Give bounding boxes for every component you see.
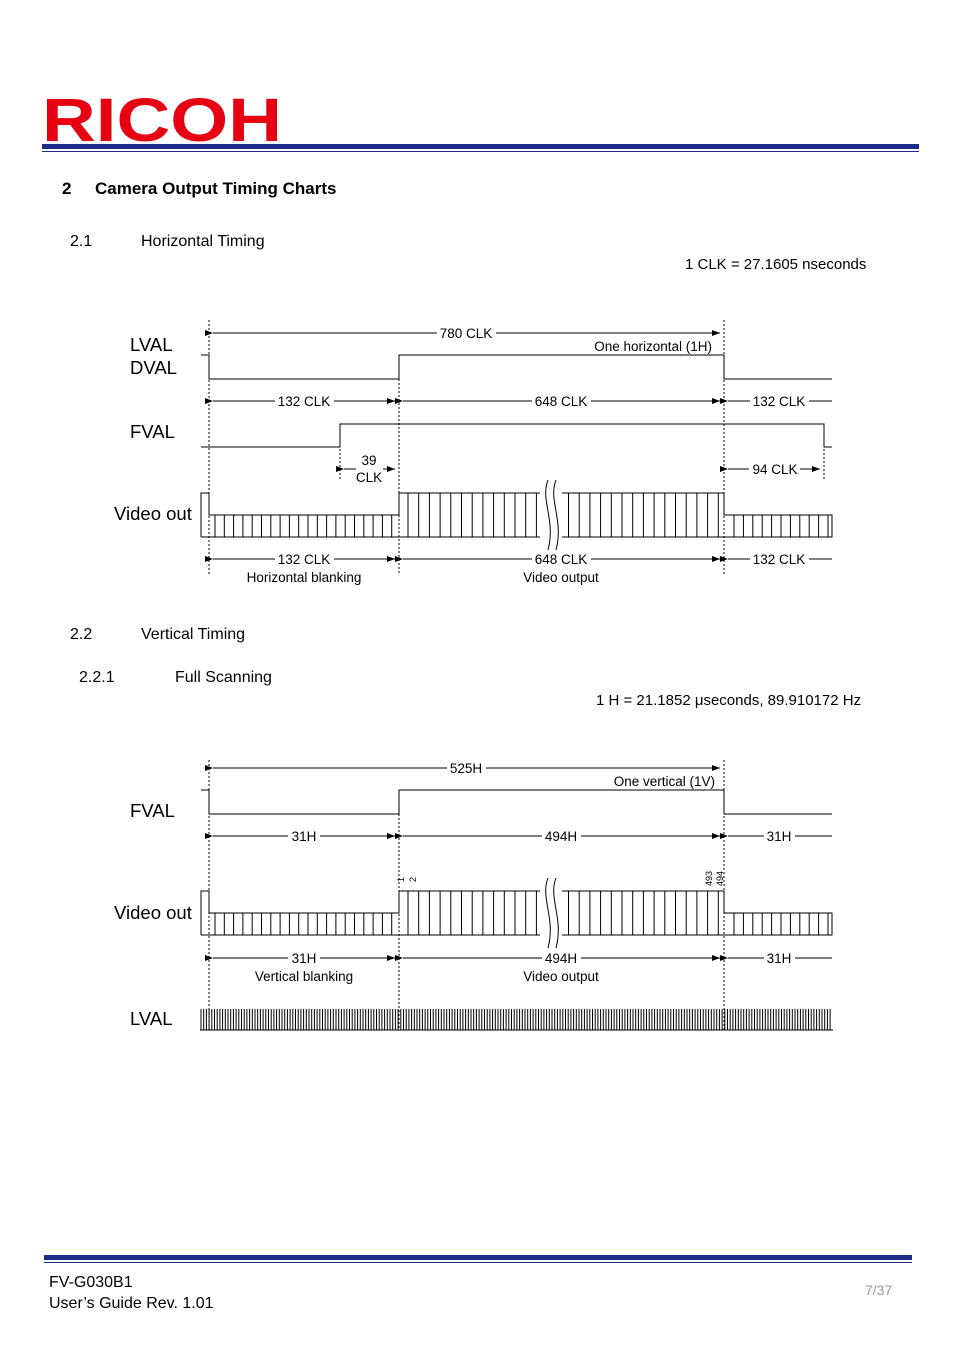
line-number-second: 2 [408,876,418,882]
signal-label-lval: LVAL [130,334,173,355]
section-title: Camera Output Timing Charts [95,179,337,198]
line-number-first: 1 [396,876,406,882]
fval-waveform [201,790,832,814]
bottom-blank-right-lines-label: 31H [766,951,792,966]
subsection-title-vertical: Vertical Timing [141,626,246,643]
blank-clk-label: 132 CLK [277,394,331,409]
subsection-title-horizontal: Horizontal Timing [141,233,265,250]
bottom-blank-lines-label: 31H [291,951,317,966]
active-lines-label: 494H [544,829,578,844]
logo-text: RICOH [42,94,282,144]
section-number: 2 [62,179,72,198]
footer-document: User’s Guide Rev. 1.01 [49,1295,214,1312]
lval-pulse-train [201,1009,830,1030]
signal-label-lval: LVAL [130,1008,173,1029]
signal-label-fval: FVAL [130,800,175,821]
line-number-493: 493 [704,870,714,886]
blank-right-lines-label: 31H [766,829,792,844]
clk-definition-note: 1 CLK = 27.1605 nseconds [685,256,867,273]
footer-rule-thin [44,1262,912,1263]
total-lines-label: 525H [449,761,483,776]
video-output-caption: Video output [523,969,599,984]
vertical-blanking-caption: Vertical blanking [254,969,354,984]
footer-model: FV-G030B1 [49,1274,133,1291]
line-period-note: 1 H = 21.1852 μseconds, 89.910172 Hz [596,692,862,709]
footer-rule [44,1255,912,1260]
fval-lead-unit: CLK [355,470,383,485]
bottom-blank-clk-label: 132 CLK [277,552,331,567]
subsubsection-title: Full Scanning [175,669,272,686]
bottom-blank-right-clk-label: 132 CLK [752,552,806,567]
signal-label-video-out: Video out [114,902,192,923]
video-output-caption: Video output [523,570,599,585]
total-clk-label: 780 CLK [439,326,493,341]
fval-lead-number: 39 [361,453,377,468]
signal-label-video-out: Video out [114,503,192,524]
subsection-number-horizontal: 2.1 [70,233,93,250]
signal-label-fval: FVAL [130,421,175,442]
signal-label-dval: DVAL [130,357,177,378]
bottom-active-clk-label: 648 CLK [534,552,588,567]
video-out-waveform [201,891,832,935]
bottom-active-lines-label: 494H [544,951,578,966]
fval-tail-label: 94 CLK [752,462,798,477]
subsection-number-vertical: 2.2 [70,626,93,643]
period-label: One vertical (1V) [613,774,715,789]
blank-right-clk-label: 132 CLK [752,394,806,409]
blank-lines-label: 31H [291,829,317,844]
page-number: 7/37 [865,1282,893,1298]
active-clk-label: 648 CLK [534,394,588,409]
period-label: One horizontal (1H) [594,339,712,354]
break-mask [540,878,562,948]
line-number-494: 494 [715,870,725,886]
subsubsection-number: 2.2.1 [79,669,115,686]
horizontal-blanking-caption: Horizontal blanking [246,570,362,585]
